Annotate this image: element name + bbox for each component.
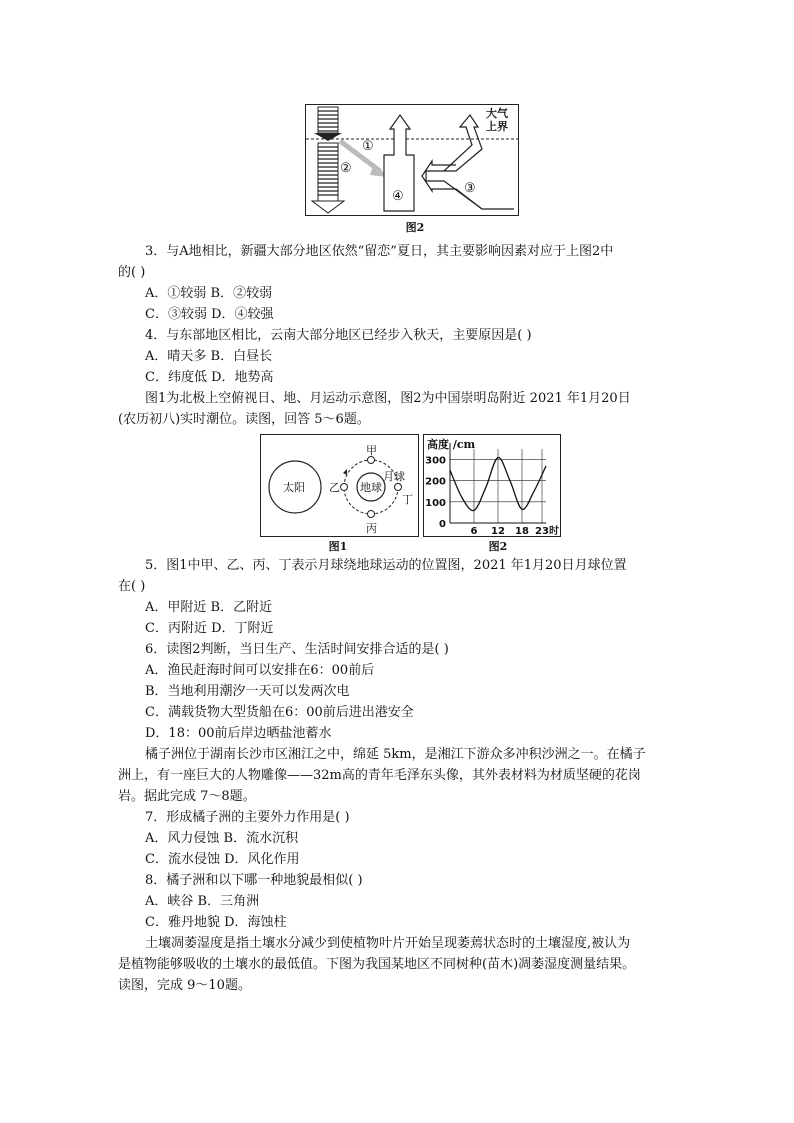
solar-radiation-arrow-2	[312, 143, 344, 213]
q7-stem: 7．形成橘子洲的主要外力作用是( )	[145, 810, 350, 825]
x-tick-label: 18	[515, 526, 529, 536]
intro-7-8-line3: 岩。据此完成 7～8题。	[118, 789, 256, 804]
q6-option-b: B．当地利用潮汐一天可以发两次电	[145, 684, 350, 699]
figure-1-caption: 图1	[328, 540, 348, 553]
moon-position-bing	[368, 511, 375, 518]
intro-7-8-line2: 洲上，有一座巨大的人物雕像——32m高的青年毛泽东头像，其外表材料为材质坚硬的花岗	[118, 768, 641, 783]
label-4: ④	[392, 189, 404, 204]
label-1: ①	[362, 139, 374, 154]
q3-stem-line1: 3．与A地相比，新疆大部分地区依然“留恋”夏日，其主要影响因素对应于上图2中	[145, 244, 614, 259]
x-tick-label: 12	[491, 526, 505, 536]
intro-5-6-line1: 图1为北极上空俯视日、地、月运动示意图，图2为中国崇明岛附近 2021 年1月20日	[145, 391, 631, 406]
x-unit-label: 时	[549, 526, 559, 536]
figure-caption-top: 图2	[405, 221, 425, 234]
sun-label: 太阳	[283, 481, 305, 494]
q8-options-line1: A．峡谷 B．三角洲	[145, 894, 260, 909]
q6-option-d: D．18：00前后岸边晒盐池蓄水	[145, 726, 332, 741]
q6-option-c: C．满载货物大型货船在6：00前后进出港安全	[145, 705, 414, 720]
atmosphere-label-line2: 上界	[486, 120, 508, 133]
y-tick-label: 0	[439, 519, 446, 530]
q5-options-line2: C．丙附近 D．丁附近	[145, 621, 274, 636]
position-ding-label: 丁	[402, 493, 413, 506]
position-jia-label: 甲	[366, 444, 377, 457]
y-tick-label: 300	[425, 455, 446, 467]
label-3: ③	[464, 181, 476, 196]
atmosphere-label-line1: 大气	[486, 107, 508, 120]
intro-7-8-line1: 橘子洲位于湖南长沙市区湘江之中，绵延 5km，是湘江下游众多冲积沙洲之一。在橘子	[145, 747, 646, 762]
intro-9-10-line1: 土壤凋萎湿度是指土壤水分减少到使植物叶片开始呈现萎蔫状态时的土壤湿度,被认为	[145, 936, 631, 951]
q7-options-line1: A．风力侵蚀 B．流水沉积	[145, 831, 299, 846]
y-tick-label: 100	[425, 497, 446, 509]
figure-2-caption: 图2	[488, 540, 508, 553]
q8-stem: 8．橘子洲和以下哪一种地貌最相似( )	[145, 873, 363, 888]
q6-stem: 6．读图2判断，当日生产、生活时间安排合适的是( )	[145, 642, 449, 657]
intro-5-6-line2: (农历初八)实时潮位。读图，回答 5～6题。	[118, 412, 370, 427]
x-tick-label: 23	[535, 526, 549, 536]
q5-stem-line1: 5．图1中甲、乙、丙、丁表示月球绕地球运动的位置图，2021 年1月20日月球位置	[145, 558, 627, 573]
orbit-direction-arrow	[343, 469, 347, 475]
q6-option-a: A．渔民赶海时间可以安排在6：00前后	[145, 663, 375, 678]
q4-stem: 4．与东部地区相比，云南大部分地区已经步入秋天，主要原因是( )	[145, 328, 532, 343]
q7-options-line2: C．流水侵蚀 D．风化作用	[145, 852, 300, 867]
atmosphere-top-label	[486, 107, 508, 133]
tide-chart	[423, 434, 561, 537]
q4-options-line1: A．晴天多 B．白昼长	[145, 349, 273, 364]
q8-options-line2: C．雅丹地貌 D．海蚀柱	[145, 915, 287, 930]
sun-earth-moon-diagram	[260, 434, 419, 537]
tide-grid	[450, 449, 546, 523]
q4-options-line2: C．纬度低 D．地势高	[145, 370, 274, 385]
moon-position-yi	[341, 484, 348, 491]
intro-9-10-line2: 是植物能够吸收的土壤水的最低值。下图为我国某地区不同树种(苗木)凋萎湿度测量结果。	[118, 957, 636, 972]
q5-stem-line2: 在( )	[118, 579, 146, 594]
position-yi-label: 乙	[329, 481, 340, 494]
q3-options-line1: A．①较弱 B．②较弱	[145, 286, 273, 301]
y-tick-label: 200	[425, 476, 446, 488]
q3-options-line2: C．③较弱 D．④较强	[145, 307, 274, 322]
intro-9-10-line3: 读图，完成 9～10题。	[118, 978, 251, 993]
moon-label: 月球	[383, 470, 405, 483]
x-tick-label: 6	[470, 526, 478, 536]
radiation-diagram	[305, 104, 519, 216]
label-2: ②	[340, 161, 352, 176]
moon-position-ding	[395, 484, 402, 491]
earth-label: 地球	[360, 481, 382, 494]
q3-stem-line2: 的( )	[118, 265, 146, 280]
q5-options-line1: A．甲附近 B．乙附近	[145, 600, 273, 615]
solar-radiation-arrow-top	[314, 107, 342, 141]
tide-ylabel: 高度 /cm	[427, 438, 476, 451]
position-bing-label: 丙	[366, 522, 377, 535]
